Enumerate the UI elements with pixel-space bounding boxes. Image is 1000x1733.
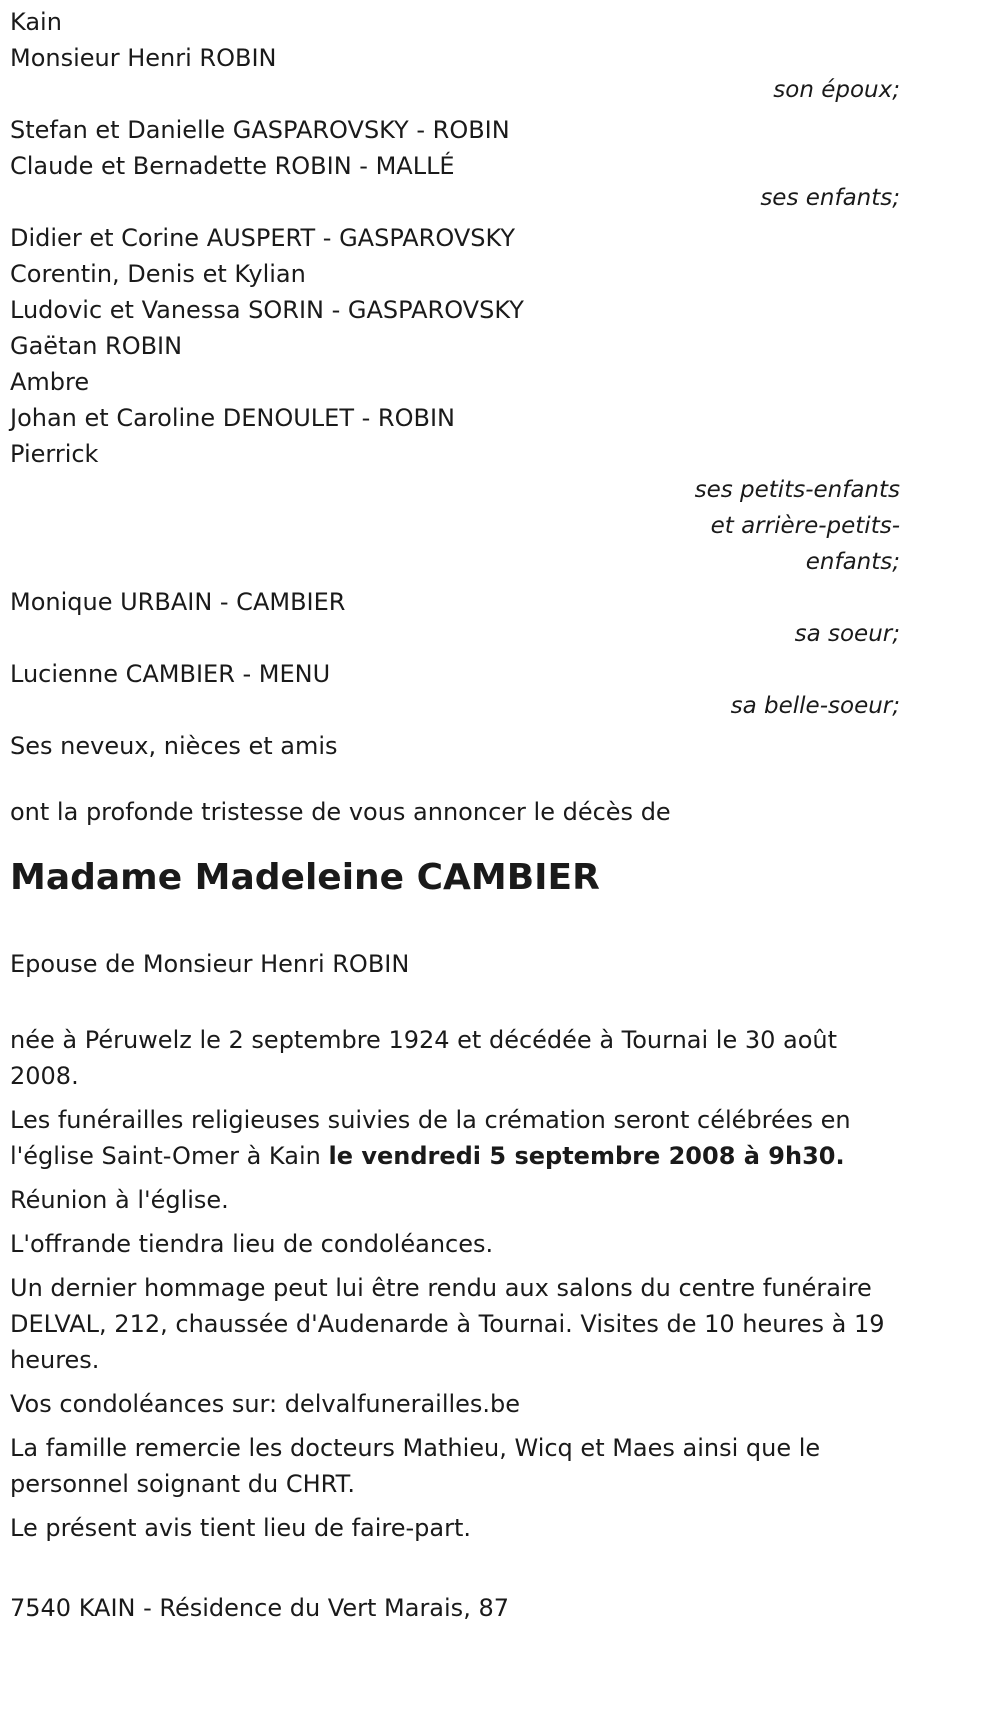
birth-death-text: née à Péruwelz le 2 septembre 1924 et décédée à Tournai le 30 août 2008. xyxy=(10,1026,838,1090)
obituary-notice xyxy=(0,4,900,1626)
family-name: Lucienne CAMBIER - MENU xyxy=(10,660,331,688)
spouse-line: Epouse de Monsieur Henri ROBIN xyxy=(10,950,410,978)
relation-label-line: ses petits-enfants xyxy=(694,477,900,503)
family-group-sister xyxy=(10,584,900,652)
notice-text: Le présent avis tient lieu de faire-part. xyxy=(10,1514,472,1542)
family-name: Didier et Corine AUSPERT - GASPAROVSKY xyxy=(10,224,516,252)
deceased-name: Madame Madeleine CAMBIER xyxy=(10,857,600,898)
family-group-grandchildren xyxy=(10,220,900,580)
family-name: Johan et Caroline DENOULET - ROBIN xyxy=(10,404,455,432)
announcement-text: ont la profonde tristesse de vous annoncer le décès de xyxy=(10,798,671,826)
condolences-text: Vos condoléances sur: delvalfunerailles.be xyxy=(10,1390,521,1418)
family-group-spouse xyxy=(10,40,900,108)
family-name: Monsieur Henri ROBIN xyxy=(10,44,277,72)
family-name: Ludovic et Vanessa SORIN - GASPAROVSKY xyxy=(10,296,524,324)
meeting-text: Réunion à l'église. xyxy=(10,1186,229,1214)
relation-label xyxy=(10,472,900,580)
relation-label: sa belle-soeur; xyxy=(730,693,900,719)
offering-text: L'offrande tiendra lieu de condoléances. xyxy=(10,1230,494,1258)
place-name: Kain xyxy=(10,8,62,36)
family-name: Pierrick xyxy=(10,440,99,468)
family-name: Monique URBAIN - CAMBIER xyxy=(10,588,346,616)
family-name: Ambre xyxy=(10,368,90,396)
funeral-date: le vendredi 5 septembre 2008 à 9h30. xyxy=(328,1142,845,1170)
address-text: 7540 KAIN - Résidence du Vert Marais, 87 xyxy=(10,1594,509,1622)
thanks-text: La famille remercie les docteurs Mathieu, Wicq et Maes ainsi que le personnel soignant du CHRT. xyxy=(10,1434,821,1498)
family-name: Stefan et Danielle GASPAROVSKY - ROBIN xyxy=(10,116,510,144)
family-name: Corentin, Denis et Kylian xyxy=(10,260,306,288)
relation-label-line: et arrière-petits- xyxy=(710,513,900,539)
other-relatives: Ses neveux, nièces et amis xyxy=(10,732,338,760)
family-group-sister-in-law xyxy=(10,656,900,724)
funeral-paragraph xyxy=(10,1102,900,1174)
family-name: Gaëtan ROBIN xyxy=(10,332,183,360)
family-name: Claude et Bernadette ROBIN - MALLÉ xyxy=(10,152,455,180)
relation-label: son époux; xyxy=(773,77,900,103)
relation-label-line: enfants; xyxy=(805,549,900,575)
funeral-text: Les funérailles religieuses suivies de la crémation seront célébrées en l'église Saint-Omer à Kain xyxy=(10,1106,851,1170)
relation-label: ses enfants; xyxy=(760,185,900,211)
relation-label: sa soeur; xyxy=(794,621,900,647)
tribute-text: Un dernier hommage peut lui être rendu aux salons du centre funéraire DELVAL, 212, chaussée d'Audenarde à Tournai. Visites de 10 heures à 19 heures. xyxy=(10,1274,885,1374)
family-group-children xyxy=(10,112,900,216)
